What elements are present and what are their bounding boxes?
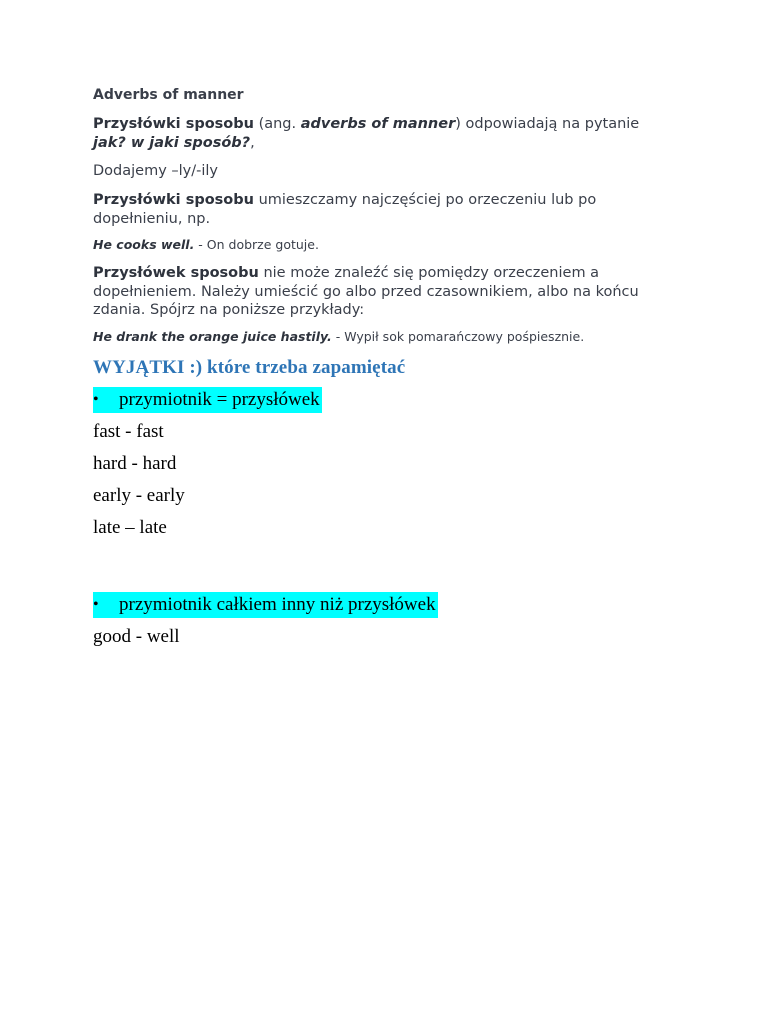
- exceptions-title: WYJĄTKI :) które trzeba zapamiętać: [93, 357, 406, 378]
- text-fragment: umieszczamy najczęściej po orzeczeniu lub po dopełnieniu, np.: [93, 192, 597, 227]
- term-bold: Przysłówki sposobu: [93, 192, 254, 208]
- bullet-label: przymiotnik całkiem inny niż przysłówek: [119, 594, 436, 615]
- example-2: [93, 329, 675, 345]
- bullet-item-same-form: [93, 387, 322, 413]
- question-phrase: jak? w jaki sposób?: [93, 134, 251, 151]
- section-heading: Adverbs of manner: [93, 87, 244, 103]
- bullet-icon: •: [93, 596, 99, 613]
- word-pair: hard - hard: [93, 453, 177, 474]
- example-translation: - On dobrze gotuje.: [194, 237, 319, 252]
- paragraph-rule: [93, 264, 675, 320]
- paragraph-suffix: Dodajemy –ly/-ily: [93, 163, 219, 179]
- example-english: He cooks well.: [93, 237, 195, 252]
- example-english: He drank the orange juice hastily.: [93, 329, 332, 344]
- word-pair: early - early: [93, 485, 185, 506]
- bullet-label: przymiotnik = przysłówek: [119, 389, 320, 410]
- text-fragment: ,: [250, 134, 255, 151]
- word-pair: late – late: [93, 517, 167, 538]
- example-translation: - Wypił sok pomarańczowy pośpiesznie.: [331, 329, 585, 344]
- text-fragment: nie może znaleźć się pomiędzy orzeczeniem a dopełnieniem. Należy umieścić go albo przed czasownikiem, albo na końcu zdania. Spójrz na poniższe przykłady:: [93, 265, 639, 318]
- word-pair: fast - fast: [93, 421, 164, 442]
- english-term: adverbs of manner: [300, 116, 456, 132]
- paragraph-definition: [93, 115, 675, 152]
- term-adverbs-of-manner: Przysłówki sposobu: [93, 116, 254, 132]
- bullet-item-different-form: [93, 592, 438, 618]
- word-pair: good - well: [93, 626, 180, 647]
- text-fragment: (ang.: [253, 116, 301, 132]
- example-1: [93, 237, 675, 253]
- term-bold: Przysłówek sposobu: [93, 265, 259, 281]
- bullet-icon: •: [93, 391, 99, 408]
- paragraph-position: [93, 191, 675, 228]
- text-fragment: ) odpowiadają na pytanie: [455, 116, 640, 132]
